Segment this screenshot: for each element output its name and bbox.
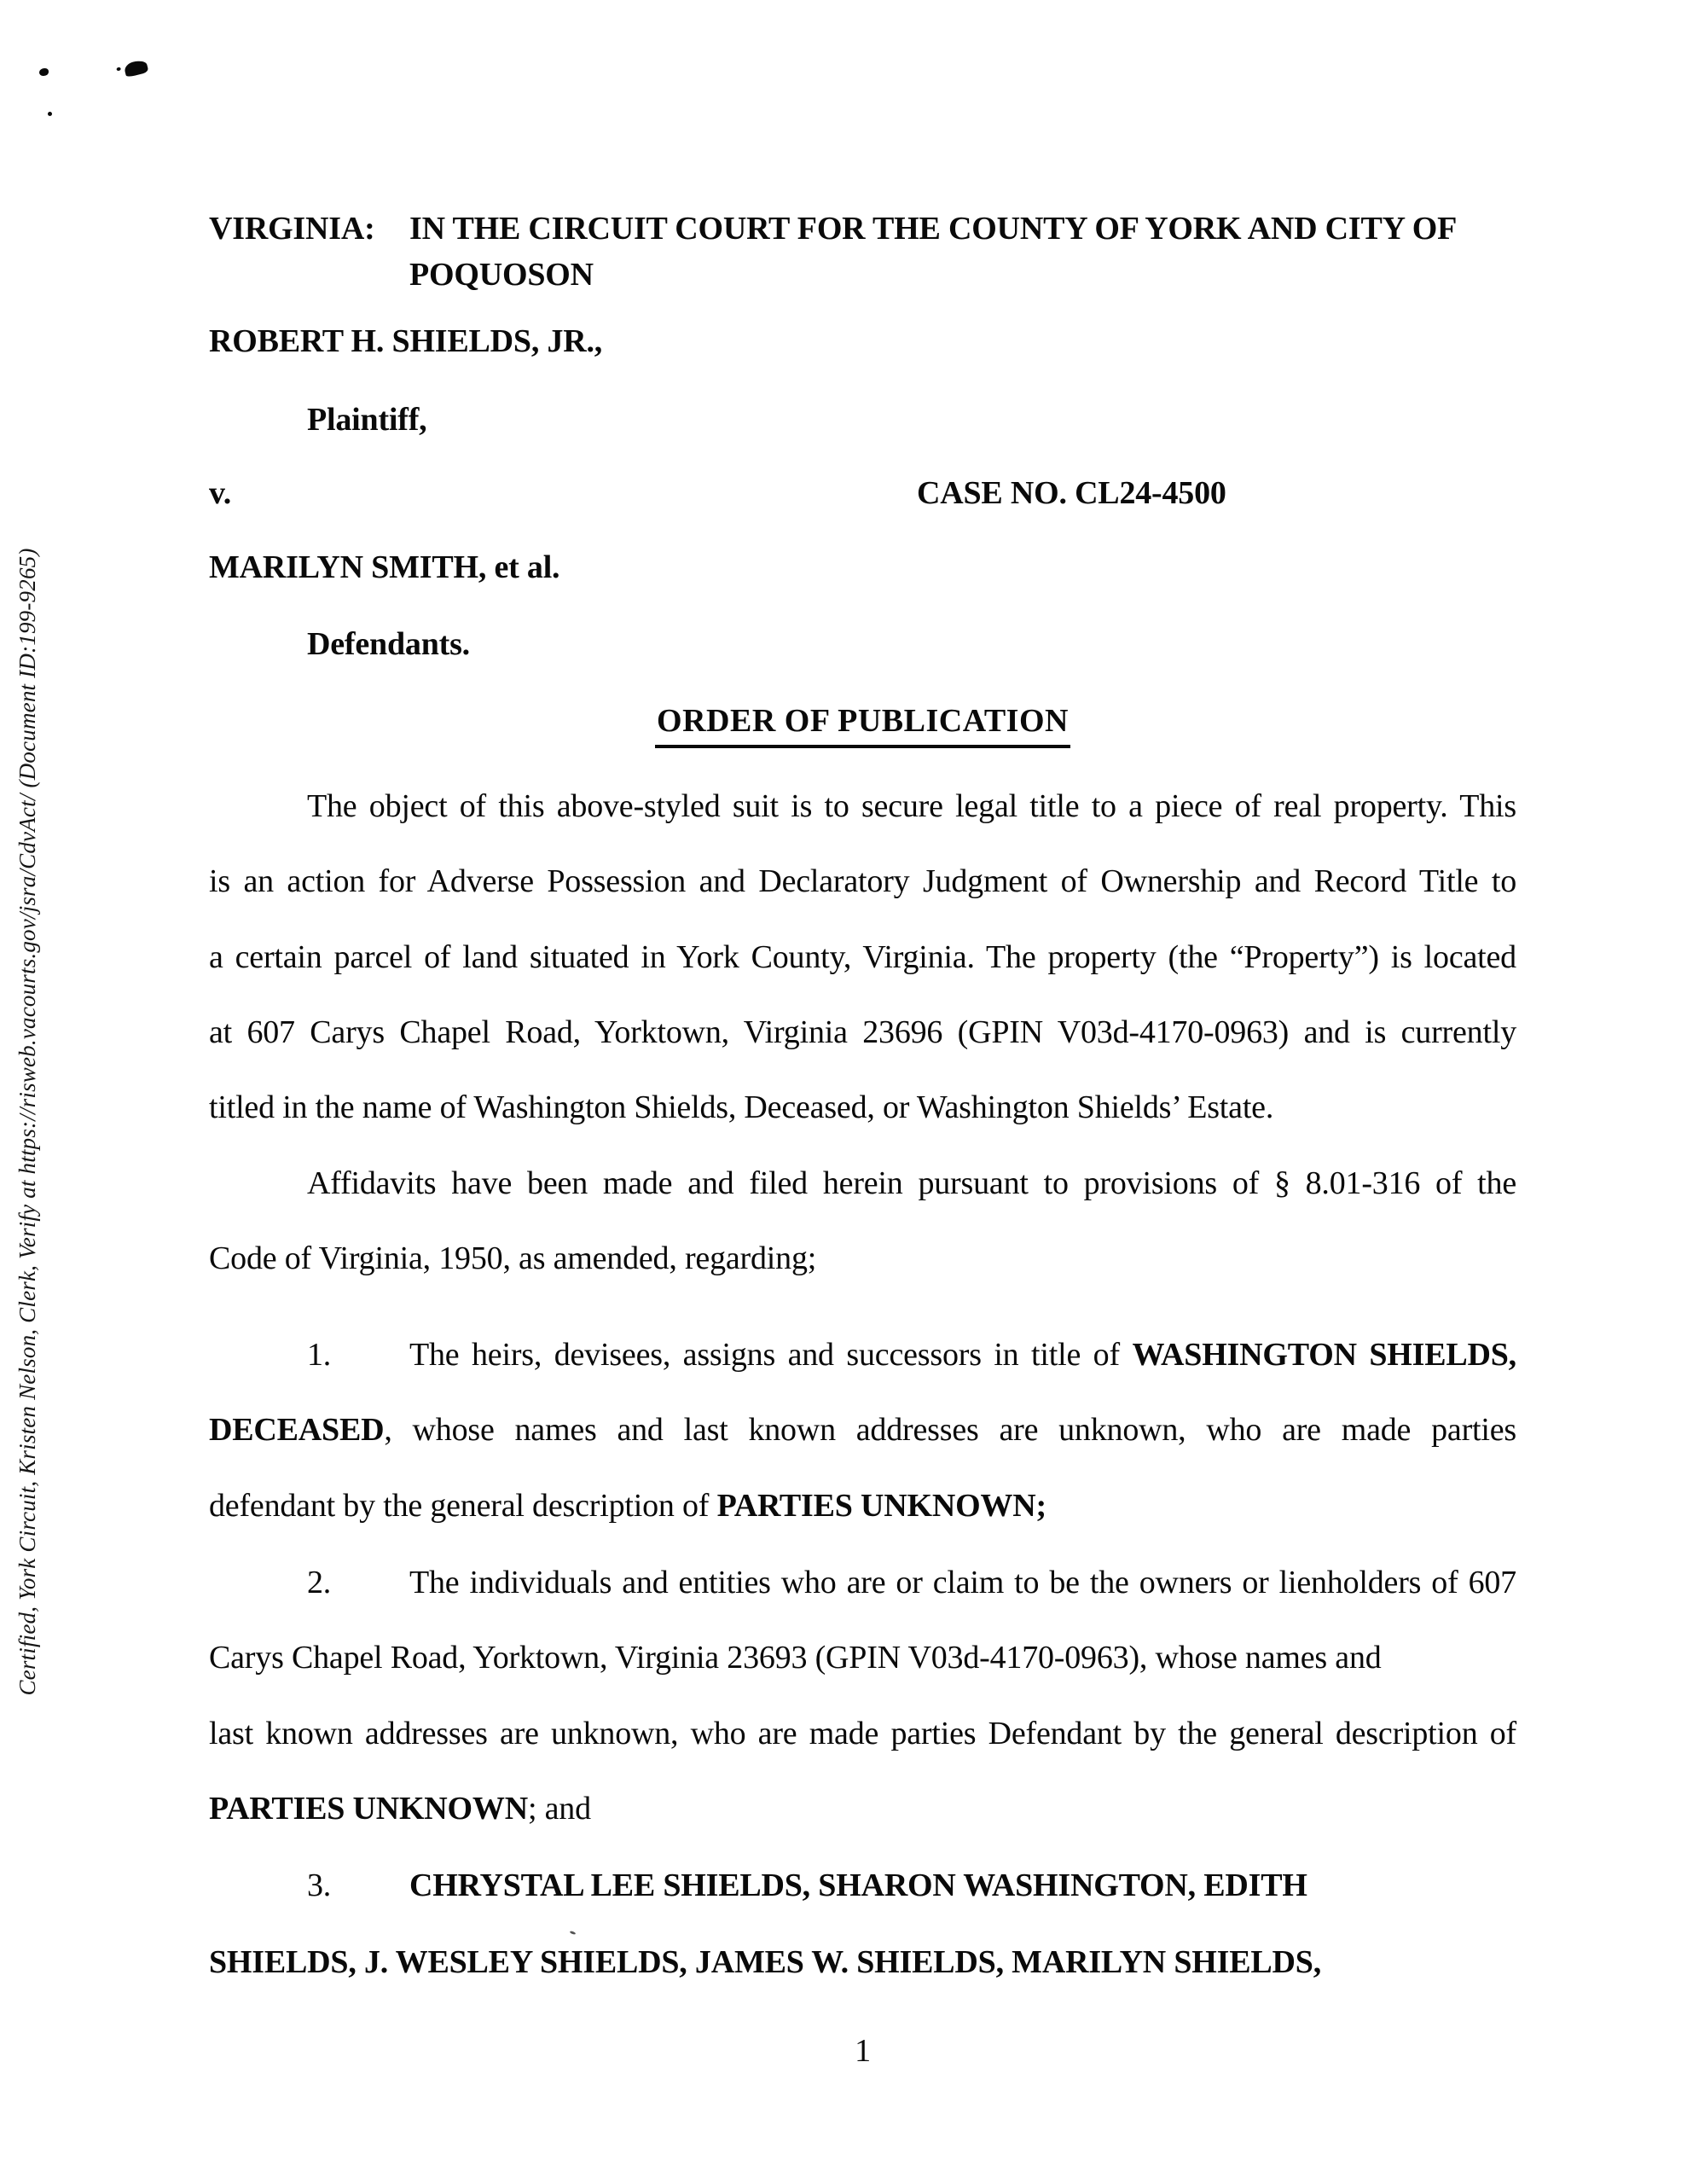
item2-line4: PARTIES UNKNOWN; and <box>209 1791 591 1827</box>
court-name-line2: POQUOSON <box>409 257 594 293</box>
page-number: 1 <box>855 2033 871 2069</box>
case-number: CASE NO. CL24-4500 <box>917 475 1226 511</box>
item2-line2: Carys Chapel Road, Yorktown, Virginia 23693 (GPIN V03d-4170-0963), whose names and <box>209 1640 1382 1676</box>
order-heading: ORDER OF PUBLICATION <box>655 700 1070 748</box>
item2-line1: 2. The individuals and entities who are or claim to be the owners or lienholders of 607 <box>209 1561 1516 1604</box>
paragraph2-line2: Code of Virginia, 1950, as amended, regarding; <box>209 1240 817 1276</box>
caption-court-line2 <box>209 253 1516 296</box>
item1-line1: 1. The heirs, devisees, assigns and successors in title of WASHINGTON SHIELDS, <box>209 1333 1516 1376</box>
defendant-name-line <box>209 546 1516 589</box>
plaintiff-name-line <box>209 320 1516 363</box>
item1-line2: DECEASED, whose names and last known addresses are unknown, who are made parties <box>209 1412 1516 1448</box>
ink-speck <box>570 1931 577 1935</box>
court-name-line1: IN THE CIRCUIT COURT FOR THE COUNTY OF YORK AND CITY OF <box>409 211 1458 247</box>
paragraph1-line4: at 607 Carys Chapel Road, Yorktown, Virginia 23696 (GPIN V03d-4170-0963) and is currently <box>209 1014 1516 1050</box>
item3-number: 3. <box>307 1867 332 1903</box>
certification-sidebar: Certified, York Circuit, Kristen Nelson, Clerk, Verify at https://risweb.vacourts.gov/jsra/CdvAct/ (Document ID:199-9265) <box>14 548 40 1696</box>
paragraph1-line1: The object of this above-styled suit is to secure legal title to a piece of real property. This <box>307 788 1516 824</box>
item2-line3: last known addresses are unknown, who are made parties Defendant by the general description of <box>209 1716 1516 1751</box>
versus-line <box>209 472 1516 514</box>
defendant-role: Defendants. <box>307 626 470 662</box>
item1-number: 1. <box>307 1337 332 1373</box>
paragraph2-line1: Affidavits have been made and filed herein pursuant to provisions of § 8.01-316 of the <box>307 1165 1516 1201</box>
paragraph1-line2: is an action for Adverse Possession and Declaratory Judgment of Ownership and Record Title to <box>209 863 1516 899</box>
state-label: VIRGINIA: <box>209 211 375 247</box>
item2-number: 2. <box>307 1565 332 1600</box>
defendant-name: MARILYN SMITH, et al. <box>209 549 560 585</box>
order-heading-line <box>209 700 1516 742</box>
plaintiff-role: Plaintiff, <box>307 402 427 438</box>
plaintiff-name: ROBERT H. SHIELDS, JR., <box>209 323 603 359</box>
defendant-role-line <box>209 623 1516 665</box>
paragraph1-line5: titled in the name of Washington Shields, Deceased, or Washington Shields’ Estate. <box>209 1089 1274 1125</box>
page-number-line <box>209 2030 1516 2072</box>
ink-smudge <box>123 59 148 78</box>
ink-speck <box>48 112 52 116</box>
paragraph1-line3: a certain parcel of land situated in York County, Virginia. The property (the “Property”) is located <box>209 939 1516 975</box>
item3-line2: SHIELDS, J. WESLEY SHIELDS, JAMES W. SHIELDS, MARILYN SHIELDS, <box>209 1944 1321 1980</box>
versus-label: v. <box>209 475 232 511</box>
item1-line3: defendant by the general description of PARTIES UNKNOWN; <box>209 1488 1046 1524</box>
plaintiff-role-line <box>209 398 1516 441</box>
ink-smudge <box>39 68 49 76</box>
caption-court-line1 <box>209 207 1516 250</box>
item3-line1: 3. CHRYSTAL LEE SHIELDS, SHARON WASHINGTON, EDITH <box>209 1864 1516 1907</box>
